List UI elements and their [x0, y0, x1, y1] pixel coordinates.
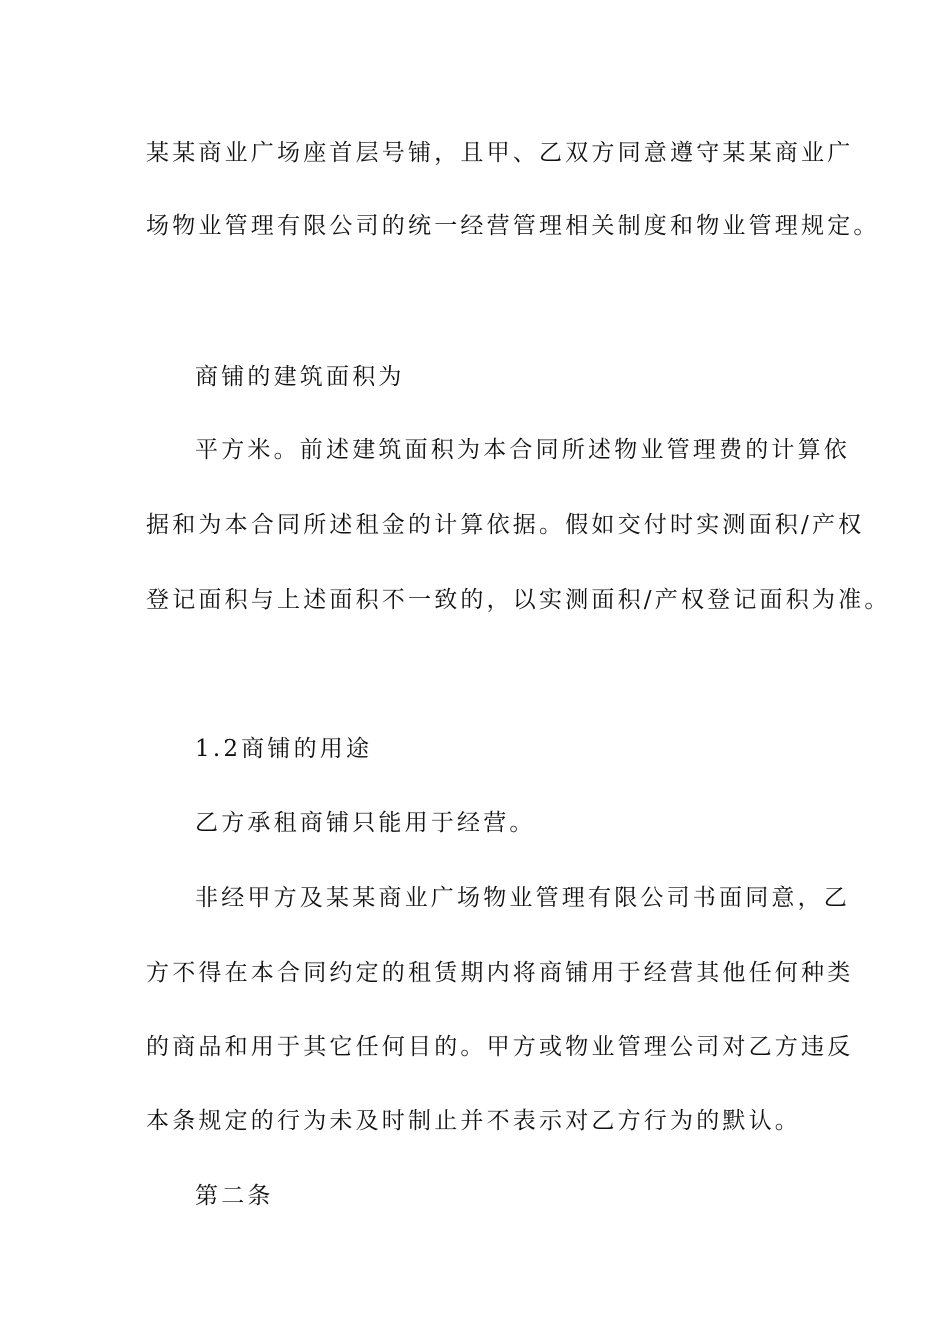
- paragraph-3-line-1: 平方米。前述建筑面积为本合同所述物业管理费的计算依: [195, 437, 850, 463]
- paragraph-6-line-1: 非经甲方及某某商业广场物业管理有限公司书面同意，乙: [195, 885, 850, 911]
- paragraph-3-line-3: 登记面积与上述面积不一致的，以实测面积/产权登记面积为准。: [146, 587, 891, 613]
- paragraph-3-line-2: 据和为本合同所述租金的计算依据。假如交付时实测面积/产权: [146, 512, 865, 538]
- paragraph-5-line-1: 乙方承租商铺只能用于经营。: [195, 810, 536, 836]
- paragraph-6-line-2: 方不得在本合同约定的租赁期内将商铺用于经营其他任何种类: [146, 960, 854, 986]
- paragraph-6-line-4: 本条规定的行为未及时制止并不表示对乙方行为的默认。: [146, 1108, 801, 1134]
- paragraph-6-line-3: 的商品和用于其它任何目的。甲方或物业管理公司对乙方违反: [146, 1034, 854, 1060]
- paragraph-2-line-1: 商铺的建筑面积为: [195, 364, 405, 390]
- paragraph-1-line-1: 某某商业广场座首层号铺，且甲、乙双方同意遵守某某商业广: [146, 140, 854, 166]
- section-heading-1-2: 1.2商铺的用途: [195, 736, 373, 762]
- paragraph-1-line-2: 场物业管理有限公司的统一经营管理相关制度和物业管理规定。: [146, 213, 880, 239]
- article-2-heading: 第二条: [195, 1183, 274, 1209]
